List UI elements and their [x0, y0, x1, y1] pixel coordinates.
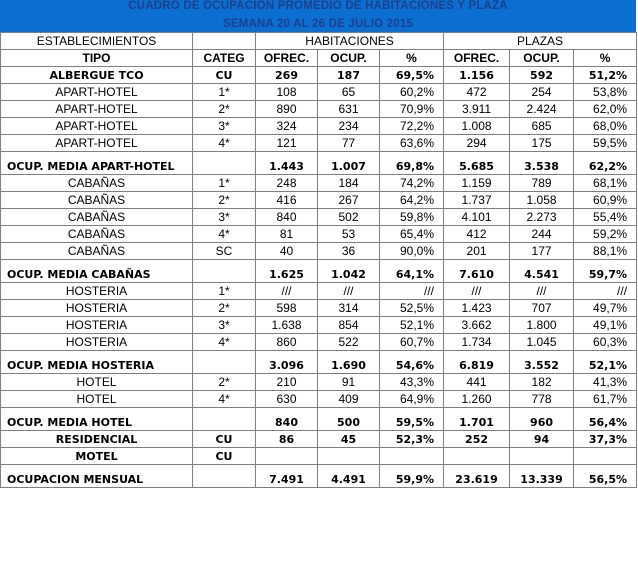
cell-categ: 4*	[193, 334, 256, 351]
cell-hab-ocup: ///	[318, 283, 380, 300]
cell-tipo: APART-HOTEL	[1, 118, 193, 135]
cell-hab-ofrec: 86	[256, 431, 318, 448]
cell-pla-pct: 49,7%	[574, 300, 637, 317]
cell-tipo: OCUP. MEDIA APART-HOTEL	[1, 152, 193, 175]
cell-pla-pct: 59,7%	[574, 260, 637, 283]
cell-hab-ofrec: 40	[256, 243, 318, 260]
cell-hab-ofrec: 840	[256, 209, 318, 226]
cell-categ: 1*	[193, 84, 256, 101]
cell-hab-pct: 64,9%	[380, 391, 444, 408]
cell-categ: CU	[193, 431, 256, 448]
cell-hab-ofrec: 416	[256, 192, 318, 209]
cell-hab-ocup: 854	[318, 317, 380, 334]
cell-hab-pct: 69,5%	[380, 67, 444, 84]
cell-pla-ocup: 4.541	[510, 260, 574, 283]
cell-pla-pct: 62,2%	[574, 152, 637, 175]
column-header-row	[1, 50, 637, 67]
cell-pla-ofrec: 1.734	[444, 334, 510, 351]
cell-categ: 1*	[193, 175, 256, 192]
cell-pla-ocup: 13.339	[510, 465, 574, 488]
cell-hab-pct: 72,2%	[380, 118, 444, 135]
cell-pla-pct: 60,9%	[574, 192, 637, 209]
cell-pla-pct	[574, 448, 637, 465]
table-row	[1, 209, 637, 226]
cell-hab-ofrec: 890	[256, 101, 318, 118]
cell-tipo: HOTEL	[1, 374, 193, 391]
table-row	[1, 300, 637, 317]
table-row	[1, 334, 637, 351]
cell-pla-ocup: 94	[510, 431, 574, 448]
table-row	[1, 226, 637, 243]
cell-categ: 4*	[193, 391, 256, 408]
cell-pla-ofrec: 3.662	[444, 317, 510, 334]
cell-pla-ocup	[510, 448, 574, 465]
cell-hab-ofrec: 598	[256, 300, 318, 317]
header-hab-pct: %	[380, 50, 444, 67]
cell-pla-ocup: 3.552	[510, 351, 574, 374]
cell-pla-ofrec: 1.701	[444, 408, 510, 431]
cell-hab-ofrec: 630	[256, 391, 318, 408]
cell-hab-pct: 52,5%	[380, 300, 444, 317]
cell-hab-ocup	[318, 448, 380, 465]
cell-categ: 2*	[193, 101, 256, 118]
cell-tipo: OCUP. MEDIA HOSTERIA	[1, 351, 193, 374]
cell-hab-ocup: 45	[318, 431, 380, 448]
cell-hab-pct: 60,2%	[380, 84, 444, 101]
cell-hab-ocup: 77	[318, 135, 380, 152]
cell-hab-ofrec: ///	[256, 283, 318, 300]
cell-hab-ocup: 314	[318, 300, 380, 317]
cell-pla-ofrec: 1.737	[444, 192, 510, 209]
cell-pla-ofrec	[444, 448, 510, 465]
cell-hab-ocup: 36	[318, 243, 380, 260]
cell-hab-pct: 90,0%	[380, 243, 444, 260]
table-row	[1, 84, 637, 101]
cell-tipo: HOSTERIA	[1, 334, 193, 351]
cell-hab-ofrec: 3.096	[256, 351, 318, 374]
header-pla-ocup: OCUP.	[510, 50, 574, 67]
cell-pla-ocup: 244	[510, 226, 574, 243]
cell-pla-pct: ///	[574, 283, 637, 300]
cell-categ	[193, 408, 256, 431]
cell-hab-ocup: 502	[318, 209, 380, 226]
cell-hab-ocup: 1.042	[318, 260, 380, 283]
cell-pla-pct: 51,2%	[574, 67, 637, 84]
cell-hab-pct: 63,6%	[380, 135, 444, 152]
cell-pla-ofrec: ///	[444, 283, 510, 300]
cell-pla-pct: 59,5%	[574, 135, 637, 152]
cell-categ: CU	[193, 448, 256, 465]
cell-hab-pct: 69,8%	[380, 152, 444, 175]
cell-tipo: HOSTERIA	[1, 283, 193, 300]
cell-tipo: ALBERGUE TCO	[1, 67, 193, 84]
header-establecimientos: ESTABLECIMIENTOS	[1, 33, 193, 50]
cell-tipo: HOSTERIA	[1, 300, 193, 317]
cell-hab-pct: 59,8%	[380, 209, 444, 226]
header-hab-ofrec: OFREC.	[256, 50, 318, 67]
cell-hab-ofrec	[256, 448, 318, 465]
cell-pla-pct: 55,4%	[574, 209, 637, 226]
cell-categ: 4*	[193, 226, 256, 243]
table-row	[1, 101, 637, 118]
cell-pla-ofrec: 5.685	[444, 152, 510, 175]
cell-categ	[193, 351, 256, 374]
cell-categ: 1*	[193, 283, 256, 300]
cell-pla-ocup: 182	[510, 374, 574, 391]
cell-hab-pct: 70,9%	[380, 101, 444, 118]
cell-hab-ocup: 631	[318, 101, 380, 118]
cell-hab-pct: 59,5%	[380, 408, 444, 431]
cell-hab-ocup: 184	[318, 175, 380, 192]
cell-hab-pct: 52,1%	[380, 317, 444, 334]
cell-pla-ofrec: 1.159	[444, 175, 510, 192]
cell-categ	[193, 260, 256, 283]
cell-hab-ocup: 53	[318, 226, 380, 243]
cell-pla-ofrec: 23.619	[444, 465, 510, 488]
group-header-row	[1, 33, 637, 50]
cell-pla-pct: 68,1%	[574, 175, 637, 192]
cell-pla-ocup: 177	[510, 243, 574, 260]
cell-hab-ofrec: 1.443	[256, 152, 318, 175]
cell-hab-ocup: 267	[318, 192, 380, 209]
cell-pla-ofrec: 4.101	[444, 209, 510, 226]
title-line-2: SEMANA 20 AL 26 DE JULIO 2015	[222, 18, 414, 30]
cell-tipo: HOTEL	[1, 391, 193, 408]
cell-tipo: HOSTERIA	[1, 317, 193, 334]
table-row	[1, 374, 637, 391]
header-plazas: PLAZAS	[444, 33, 637, 50]
cell-tipo: CABAÑAS	[1, 175, 193, 192]
cell-pla-ocup: 1.045	[510, 334, 574, 351]
cell-categ: 2*	[193, 374, 256, 391]
cell-pla-pct: 88,1%	[574, 243, 637, 260]
cell-pla-pct: 56,4%	[574, 408, 637, 431]
cell-categ: 3*	[193, 317, 256, 334]
cell-tipo: CABAÑAS	[1, 243, 193, 260]
cell-tipo: RESIDENCIAL	[1, 431, 193, 448]
cell-pla-ofrec: 1.008	[444, 118, 510, 135]
cell-hab-ocup: 4.491	[318, 465, 380, 488]
cell-hab-ocup: 234	[318, 118, 380, 135]
cell-hab-ocup: 500	[318, 408, 380, 431]
cell-tipo: OCUP. MEDIA HOTEL	[1, 408, 193, 431]
title-line-1: CUADRO DE OCUPACIÓN PROMEDIO DE HABITACIONES Y PLAZA	[128, 0, 508, 12]
cell-pla-ocup: 960	[510, 408, 574, 431]
cell-pla-ofrec: 1.260	[444, 391, 510, 408]
cell-tipo: CABAÑAS	[1, 226, 193, 243]
cell-pla-ofrec: 6.819	[444, 351, 510, 374]
cell-hab-ocup: 91	[318, 374, 380, 391]
cell-pla-pct: 37,3%	[574, 431, 637, 448]
cell-hab-ofrec: 840	[256, 408, 318, 431]
table-row	[1, 317, 637, 334]
cell-pla-ocup: 707	[510, 300, 574, 317]
cell-pla-ofrec: 1.423	[444, 300, 510, 317]
cell-categ: 2*	[193, 192, 256, 209]
cell-hab-pct: 65,4%	[380, 226, 444, 243]
cell-pla-pct: 49,1%	[574, 317, 637, 334]
cell-hab-ocup: 1.690	[318, 351, 380, 374]
cell-hab-pct: 60,7%	[380, 334, 444, 351]
cell-pla-ocup: 2.273	[510, 209, 574, 226]
cell-tipo: OCUPACION MENSUAL	[1, 465, 193, 488]
cell-hab-pct: 54,6%	[380, 351, 444, 374]
cell-pla-pct: 68,0%	[574, 118, 637, 135]
cell-pla-ocup: 778	[510, 391, 574, 408]
header-habitaciones: HABITACIONES	[256, 33, 444, 50]
cell-categ: SC	[193, 243, 256, 260]
table-row	[1, 135, 637, 152]
cell-pla-ofrec: 412	[444, 226, 510, 243]
cell-pla-pct: 62,0%	[574, 101, 637, 118]
cell-hab-ocup: 1.007	[318, 152, 380, 175]
cell-pla-ofrec: 201	[444, 243, 510, 260]
cell-tipo: APART-HOTEL	[1, 84, 193, 101]
header-pla-pct: %	[574, 50, 637, 67]
cell-hab-pct: 64,1%	[380, 260, 444, 283]
cell-pla-ocup: 3.538	[510, 152, 574, 175]
table-row	[1, 431, 637, 448]
cell-hab-ofrec: 860	[256, 334, 318, 351]
cell-pla-ocup: ///	[510, 283, 574, 300]
cell-hab-ofrec: 121	[256, 135, 318, 152]
header-categ: CATEG	[193, 50, 256, 67]
table-row	[1, 283, 637, 300]
table-row	[1, 391, 637, 408]
cell-pla-ofrec: 294	[444, 135, 510, 152]
cell-hab-pct: ///	[380, 283, 444, 300]
cell-hab-ofrec: 269	[256, 67, 318, 84]
cell-hab-pct: 64,2%	[380, 192, 444, 209]
cell-categ: 3*	[193, 118, 256, 135]
cell-pla-pct: 60,3%	[574, 334, 637, 351]
cell-hab-ofrec: 7.491	[256, 465, 318, 488]
cell-hab-ocup: 65	[318, 84, 380, 101]
cell-hab-pct: 52,3%	[380, 431, 444, 448]
cell-tipo: CABAÑAS	[1, 209, 193, 226]
cell-hab-ofrec: 108	[256, 84, 318, 101]
cell-pla-ofrec: 252	[444, 431, 510, 448]
occupancy-table	[0, 32, 637, 488]
cell-pla-pct: 52,1%	[574, 351, 637, 374]
cell-pla-ocup: 789	[510, 175, 574, 192]
table-row	[1, 192, 637, 209]
cell-hab-ofrec: 81	[256, 226, 318, 243]
table-row	[1, 260, 637, 283]
cell-pla-ofrec: 472	[444, 84, 510, 101]
cell-pla-pct: 59,2%	[574, 226, 637, 243]
cell-pla-ocup: 254	[510, 84, 574, 101]
cell-tipo: APART-HOTEL	[1, 101, 193, 118]
cell-hab-ofrec: 248	[256, 175, 318, 192]
sheet-title	[0, 0, 636, 32]
cell-tipo: OCUP. MEDIA CABAÑAS	[1, 260, 193, 283]
cell-tipo: MOTEL	[1, 448, 193, 465]
table-row	[1, 465, 637, 488]
table-row	[1, 175, 637, 192]
cell-pla-pct: 56,5%	[574, 465, 637, 488]
cell-pla-pct: 53,8%	[574, 84, 637, 101]
cell-hab-ocup: 522	[318, 334, 380, 351]
cell-categ	[193, 465, 256, 488]
cell-hab-pct: 74,2%	[380, 175, 444, 192]
cell-hab-ofrec: 324	[256, 118, 318, 135]
header-tipo: TIPO	[1, 50, 193, 67]
cell-pla-ofrec: 441	[444, 374, 510, 391]
cell-hab-ofrec: 1.638	[256, 317, 318, 334]
table-row	[1, 243, 637, 260]
cell-pla-ofrec: 7.610	[444, 260, 510, 283]
cell-pla-ocup: 1.800	[510, 317, 574, 334]
header-blank	[193, 33, 256, 50]
cell-pla-ocup: 1.058	[510, 192, 574, 209]
table-row	[1, 351, 637, 374]
cell-pla-pct: 61,7%	[574, 391, 637, 408]
table-row	[1, 67, 637, 84]
cell-hab-ocup: 187	[318, 67, 380, 84]
cell-pla-ocup: 685	[510, 118, 574, 135]
table-row	[1, 448, 637, 465]
header-pla-ofrec: OFREC.	[444, 50, 510, 67]
cell-hab-ocup: 409	[318, 391, 380, 408]
cell-pla-ocup: 592	[510, 67, 574, 84]
cell-pla-ocup: 2.424	[510, 101, 574, 118]
cell-hab-ofrec: 210	[256, 374, 318, 391]
cell-pla-ofrec: 1.156	[444, 67, 510, 84]
cell-pla-ocup: 175	[510, 135, 574, 152]
table-row	[1, 408, 637, 431]
table-row	[1, 118, 637, 135]
cell-tipo: APART-HOTEL	[1, 135, 193, 152]
cell-hab-pct: 43,3%	[380, 374, 444, 391]
cell-pla-ofrec: 3.911	[444, 101, 510, 118]
cell-hab-ofrec: 1.625	[256, 260, 318, 283]
cell-categ: 3*	[193, 209, 256, 226]
cell-categ: 2*	[193, 300, 256, 317]
header-hab-ocup: OCUP.	[318, 50, 380, 67]
cell-tipo: CABAÑAS	[1, 192, 193, 209]
cell-hab-pct	[380, 448, 444, 465]
table-row	[1, 152, 637, 175]
cell-pla-pct: 41,3%	[574, 374, 637, 391]
cell-categ: CU	[193, 67, 256, 84]
cell-categ	[193, 152, 256, 175]
cell-categ: 4*	[193, 135, 256, 152]
cell-hab-pct: 59,9%	[380, 465, 444, 488]
